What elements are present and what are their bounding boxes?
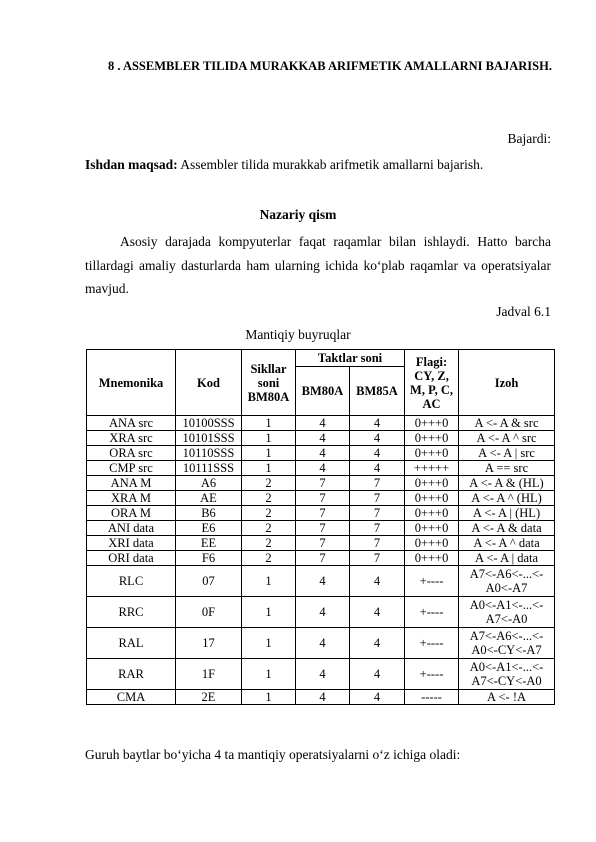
cell-bm80a: 4 <box>296 431 350 446</box>
cell-note: A0<-A1<-...<-A7<-CY<-A0 <box>459 659 555 690</box>
header-izoh: Izoh <box>459 350 555 416</box>
table-row <box>87 690 555 705</box>
cell-cycles: 1 <box>242 659 296 690</box>
cell-bm85a: 7 <box>350 476 405 491</box>
cell-note: A <- A ^ data <box>459 536 555 551</box>
cell-code: 1F <box>176 659 242 690</box>
cell-code: AE <box>176 491 242 506</box>
logic-instructions-table <box>86 349 555 705</box>
cell-bm85a: 7 <box>350 551 405 566</box>
cell-flags: ----- <box>405 690 459 705</box>
cell-cycles: 1 <box>242 566 296 597</box>
objective-line <box>85 156 483 174</box>
cell-mnemonic: RLC <box>87 566 176 597</box>
cell-note: A == src <box>459 461 555 476</box>
cell-flags: +---- <box>405 566 459 597</box>
cell-bm85a: 4 <box>350 446 405 461</box>
cell-mnemonic: XRI data <box>87 536 176 551</box>
cell-mnemonic: XRA src <box>87 431 176 446</box>
table-row <box>87 628 555 659</box>
cell-code: 10111SSS <box>176 461 242 476</box>
header-kod: Kod <box>176 350 242 416</box>
cell-note: A <- A & data <box>459 521 555 536</box>
cell-mnemonic: RAL <box>87 628 176 659</box>
cell-code: 10101SSS <box>176 431 242 446</box>
cell-bm80a: 4 <box>296 416 350 431</box>
cell-bm85a: 4 <box>350 416 405 431</box>
header-bm80a: BM80A <box>296 367 350 416</box>
objective-label: Ishdan maqsad: <box>85 157 178 172</box>
cell-mnemonic: CMP src <box>87 461 176 476</box>
table-row <box>87 506 555 521</box>
cell-code: EE <box>176 536 242 551</box>
cell-cycles: 2 <box>242 521 296 536</box>
cell-flags: 0+++0 <box>405 446 459 461</box>
cell-bm80a: 7 <box>296 476 350 491</box>
cell-flags: +---- <box>405 628 459 659</box>
cell-code: 2E <box>176 690 242 705</box>
cell-mnemonic: ORI data <box>87 551 176 566</box>
cell-mnemonic: XRA M <box>87 491 176 506</box>
cell-mnemonic: ANA M <box>87 476 176 491</box>
cell-mnemonic: ANI data <box>87 521 176 536</box>
cell-flags: 0+++0 <box>405 506 459 521</box>
cell-bm85a: 7 <box>350 491 405 506</box>
cell-bm80a: 4 <box>296 566 350 597</box>
table-row <box>87 431 555 446</box>
cell-cycles: 1 <box>242 431 296 446</box>
cell-bm85a: 4 <box>350 597 405 628</box>
cell-bm80a: 4 <box>296 446 350 461</box>
cell-code: 17 <box>176 628 242 659</box>
objective-text: Assembler tilida murakkab arifmetik amallarni bajarish. <box>177 157 484 172</box>
cell-note: A <- A | (HL) <box>459 506 555 521</box>
cell-bm80a: 4 <box>296 659 350 690</box>
cell-cycles: 1 <box>242 628 296 659</box>
cell-code: 10110SSS <box>176 446 242 461</box>
cell-bm85a: 7 <box>350 521 405 536</box>
cell-note: A <- A | data <box>459 551 555 566</box>
cell-note: A0<-A1<-...<-A7<-A0 <box>459 597 555 628</box>
table-row <box>87 461 555 476</box>
cell-mnemonic: RAR <box>87 659 176 690</box>
cell-bm85a: 4 <box>350 690 405 705</box>
table-row <box>87 446 555 461</box>
cell-flags: +++++ <box>405 461 459 476</box>
header-flagi: Flagi: CY, Z, M, P, C, AC <box>405 350 459 416</box>
cell-bm85a: 7 <box>350 536 405 551</box>
table-row <box>87 566 555 597</box>
footer-text: Guruh baytlar bo‘yicha 4 ta mantiqiy operatsiyalarni o‘z ichiga oladi: <box>85 747 461 762</box>
table-row <box>87 536 555 551</box>
table-row <box>87 521 555 536</box>
bajardi-label: Bajardi: <box>507 131 551 146</box>
table-reference: Jadval 6.1 <box>496 304 551 319</box>
cell-bm85a: 4 <box>350 431 405 446</box>
cell-code: 0F <box>176 597 242 628</box>
cell-mnemonic: ANA src <box>87 416 176 431</box>
cell-flags: 0+++0 <box>405 521 459 536</box>
header-taktlar: Taktlar soni <box>296 350 405 367</box>
cell-cycles: 2 <box>242 506 296 521</box>
cell-flags: 0+++0 <box>405 536 459 551</box>
cell-bm80a: 7 <box>296 491 350 506</box>
cell-note: A <- A ^ src <box>459 431 555 446</box>
table-row <box>87 659 555 690</box>
header-sikllar: Sikllar soni BM80A <box>242 350 296 416</box>
cell-bm80a: 4 <box>296 461 350 476</box>
intro-paragraph <box>85 230 551 301</box>
cell-cycles: 1 <box>242 461 296 476</box>
cell-cycles: 2 <box>242 491 296 506</box>
cell-flags: 0+++0 <box>405 431 459 446</box>
cell-bm80a: 4 <box>296 690 350 705</box>
cell-bm85a: 7 <box>350 506 405 521</box>
cell-flags: 0+++0 <box>405 491 459 506</box>
cell-bm80a: 7 <box>296 551 350 566</box>
cell-flags: 0+++0 <box>405 416 459 431</box>
cell-bm80a: 7 <box>296 506 350 521</box>
cell-code: 10100SSS <box>176 416 242 431</box>
cell-cycles: 2 <box>242 551 296 566</box>
cell-bm80a: 7 <box>296 536 350 551</box>
cell-mnemonic: CMA <box>87 690 176 705</box>
cell-flags: +---- <box>405 597 459 628</box>
cell-code: F6 <box>176 551 242 566</box>
table-row <box>87 476 555 491</box>
cell-bm80a: 4 <box>296 597 350 628</box>
page-title: 8 . ASSEMBLER TILIDA MURAKKAB ARIFMETIK AMALLARNI BAJARISH. <box>108 59 552 73</box>
table-row <box>87 551 555 566</box>
table-caption: Mantiqiy buyruqlar <box>245 327 351 342</box>
cell-note: A7<-A6<-...<-A0<-CY<-A7 <box>459 628 555 659</box>
table-row <box>87 416 555 431</box>
cell-bm85a: 4 <box>350 628 405 659</box>
section-heading: Nazariy qism <box>259 207 337 222</box>
cell-bm80a: 7 <box>296 521 350 536</box>
cell-cycles: 1 <box>242 446 296 461</box>
cell-flags: 0+++0 <box>405 476 459 491</box>
cell-note: A <- !A <box>459 690 555 705</box>
cell-code: 07 <box>176 566 242 597</box>
cell-note: A <- A & src <box>459 416 555 431</box>
cell-code: B6 <box>176 506 242 521</box>
cell-note: A7<-A6<-...<-A0<-A7 <box>459 566 555 597</box>
cell-note: A <- A | src <box>459 446 555 461</box>
cell-bm85a: 4 <box>350 659 405 690</box>
header-mnemonika: Mnemonika <box>87 350 176 416</box>
cell-flags: 0+++0 <box>405 551 459 566</box>
cell-mnemonic: ORA src <box>87 446 176 461</box>
cell-cycles: 2 <box>242 536 296 551</box>
cell-bm80a: 4 <box>296 628 350 659</box>
cell-mnemonic: RRC <box>87 597 176 628</box>
cell-bm85a: 4 <box>350 461 405 476</box>
cell-mnemonic: ORA M <box>87 506 176 521</box>
cell-cycles: 1 <box>242 690 296 705</box>
cell-cycles: 1 <box>242 416 296 431</box>
header-bm85a: BM85A <box>350 367 405 416</box>
cell-code: E6 <box>176 521 242 536</box>
cell-bm85a: 4 <box>350 566 405 597</box>
table-row <box>87 491 555 506</box>
cell-note: A <- A ^ (HL) <box>459 491 555 506</box>
cell-flags: +---- <box>405 659 459 690</box>
cell-code: A6 <box>176 476 242 491</box>
cell-cycles: 2 <box>242 476 296 491</box>
cell-cycles: 1 <box>242 597 296 628</box>
table-row <box>87 597 555 628</box>
intro-paragraph-text: Asosiy darajada kompyuterlar faqat raqamlar bilan ishlaydi. Hatto barcha tillardagi amaliy dasturlarda ham ularning ichida ko‘plab raqamlar va operatsiyalar mavjud. <box>85 234 551 296</box>
cell-note: A <- A & (HL) <box>459 476 555 491</box>
